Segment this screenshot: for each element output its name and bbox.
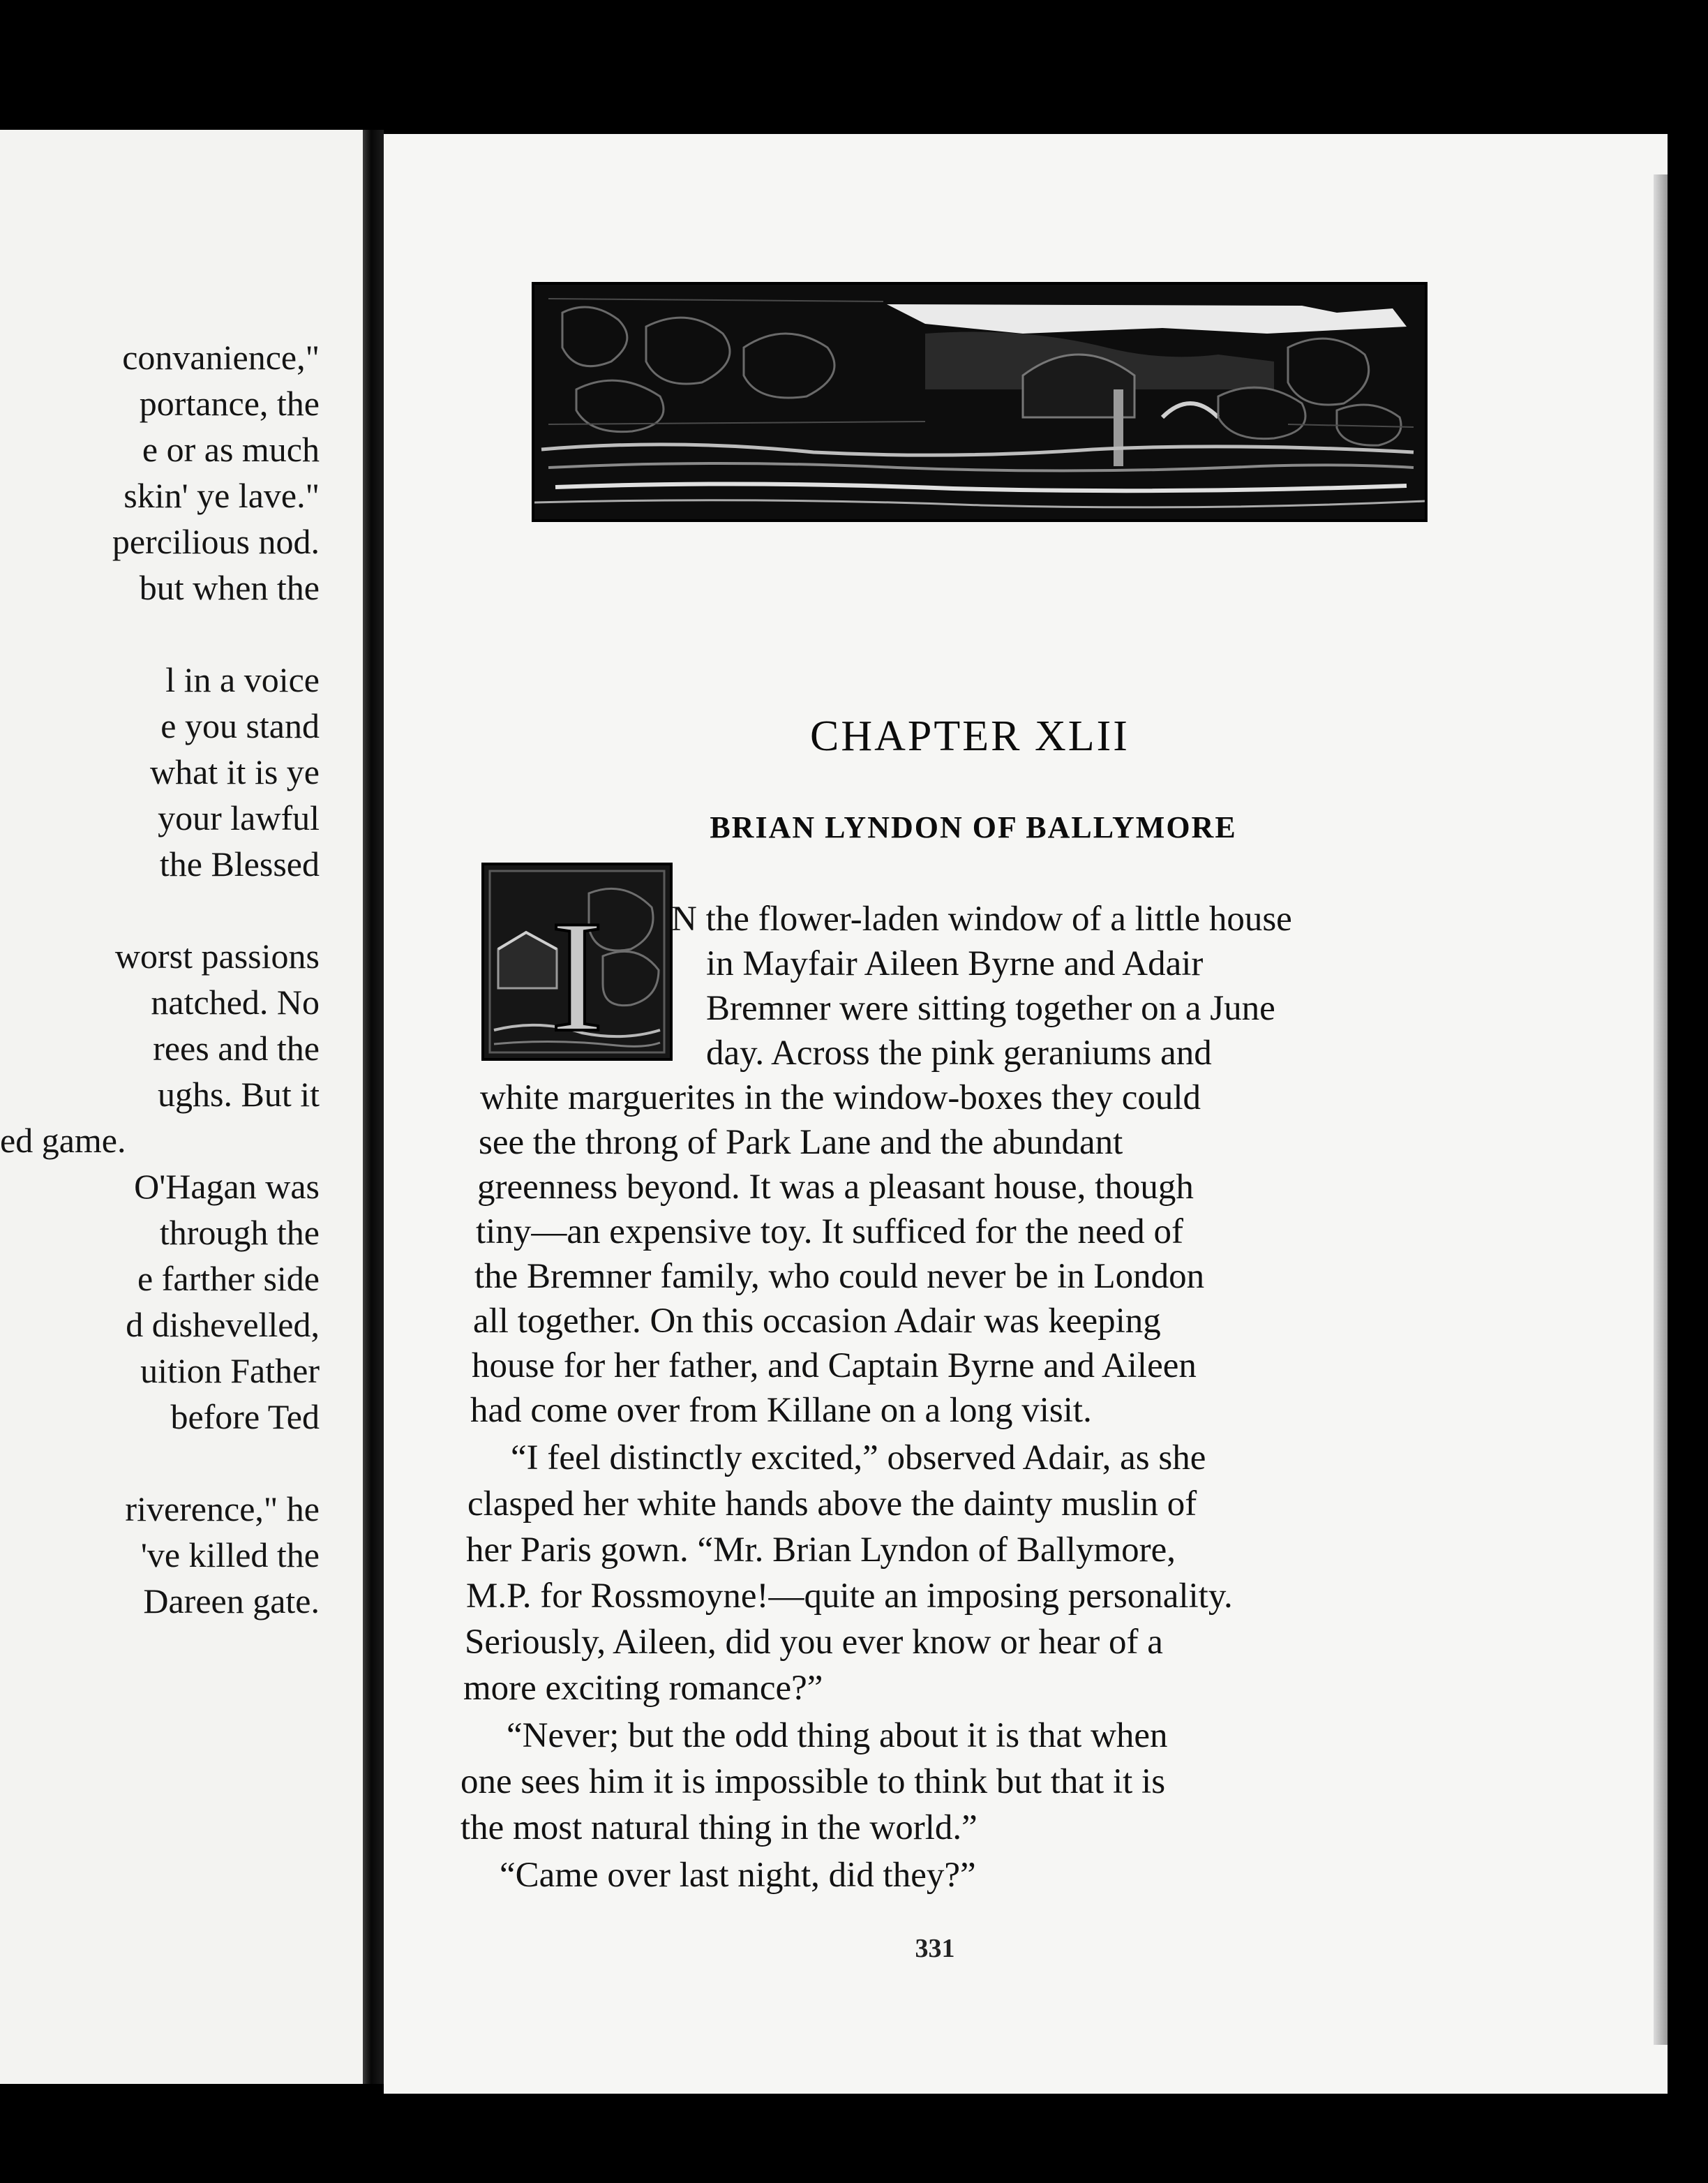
body-text-line: more exciting romance?” [463, 1669, 823, 1708]
left-text-line: 've killed the [140, 1535, 320, 1574]
left-text-line: l in a voice [165, 660, 320, 699]
body-text-line: clasped her white hands above the dainty muslin of [467, 1484, 1197, 1523]
body-text-line: the Bremner family, who could never be in London [474, 1257, 1205, 1296]
left-text-line: percilious nod. [112, 522, 320, 561]
body-text-line: tiny—an expensive toy. It sufficed for the need of [476, 1212, 1184, 1251]
chapter-subtitle: BRIAN LYNDON OF BALLYMORE [710, 810, 1237, 844]
header-woodcut-illustration [532, 282, 1428, 522]
body-text-line: see the throng of Park Lane and the abundant [479, 1123, 1123, 1162]
body-text-line: M.P. for Rossmoyne!—quite an imposing personality. [466, 1577, 1233, 1616]
page-number: 331 [915, 1934, 955, 1963]
left-text-line: O'Hagan was [134, 1167, 320, 1206]
left-text-line: what it is ye [149, 752, 320, 791]
left-text-line: Dareen gate. [143, 1581, 320, 1621]
left-text-line: convanience," [122, 338, 320, 377]
body-text-line: house for her father, and Captain Byrne and Aileen [472, 1346, 1197, 1385]
left-text-line: natched. No [151, 983, 320, 1022]
left-text-line: the Blessed [159, 844, 320, 884]
body-text-line: white marguerites in the window-boxes they could [480, 1078, 1201, 1117]
left-text-line: through the [159, 1213, 320, 1252]
left-text-line: before Ted [170, 1397, 320, 1436]
page-edge-shadow [1654, 174, 1668, 2045]
left-text-line: skin' ye lave." [123, 476, 320, 515]
left-text-line: e farther side [137, 1259, 320, 1298]
left-text-line: portance, the [139, 384, 320, 423]
drop-cap-ornament [481, 863, 673, 1061]
left-text-line: your lawful [158, 798, 320, 837]
left-text-line: rees and the [153, 1029, 320, 1068]
body-text-line: the most natural thing in the world.” [460, 1808, 977, 1847]
body-text-line: Seriously, Aileen, did you ever know or hear of a [465, 1623, 1163, 1662]
left-text-line: uition Father [140, 1351, 320, 1390]
left-text-line: riverence," he [125, 1489, 320, 1528]
left-text-line: ed game. [0, 1121, 126, 1160]
body-text-line: all together. On this occasion Adair was keeping [473, 1302, 1161, 1341]
drop-cap-letter: I [550, 887, 604, 1058]
left-text-line: e you stand [160, 706, 320, 745]
body-text-line: Bremner were sitting together on a June [706, 989, 1275, 1028]
left-text-line: e or as much [142, 430, 320, 469]
left-text-line: but when the [139, 568, 320, 607]
body-text-line: her Paris gown. “Mr. Brian Lyndon of Ballymore, [466, 1530, 1176, 1570]
chapter-title: CHAPTER XLII [810, 713, 1130, 760]
body-text-line: “Never; but the odd thing about it is that when [507, 1716, 1168, 1755]
body-text-line: greenness beyond. It was a pleasant house, though [477, 1168, 1194, 1207]
book-gutter [363, 130, 384, 2084]
body-text-line: day. Across the pink geraniums and [706, 1034, 1212, 1073]
left-page [0, 130, 363, 2084]
left-text-line: ughs. But it [158, 1075, 320, 1114]
left-text-line: d dishevelled, [126, 1305, 320, 1344]
body-text-line: “Came over last night, did they?” [500, 1856, 976, 1895]
body-text-line: “I feel distinctly excited,” observed Adair, as she [511, 1438, 1206, 1477]
body-text-line: one sees him it is impossible to think but that it is [460, 1762, 1166, 1801]
body-text-line: N the flower-laden window of a little house [671, 900, 1292, 939]
body-text-line: had come over from Killane on a long visit. [470, 1391, 1092, 1430]
body-text-line: in Mayfair Aileen Byrne and Adair [706, 944, 1204, 983]
left-text-line: worst passions [114, 937, 320, 976]
